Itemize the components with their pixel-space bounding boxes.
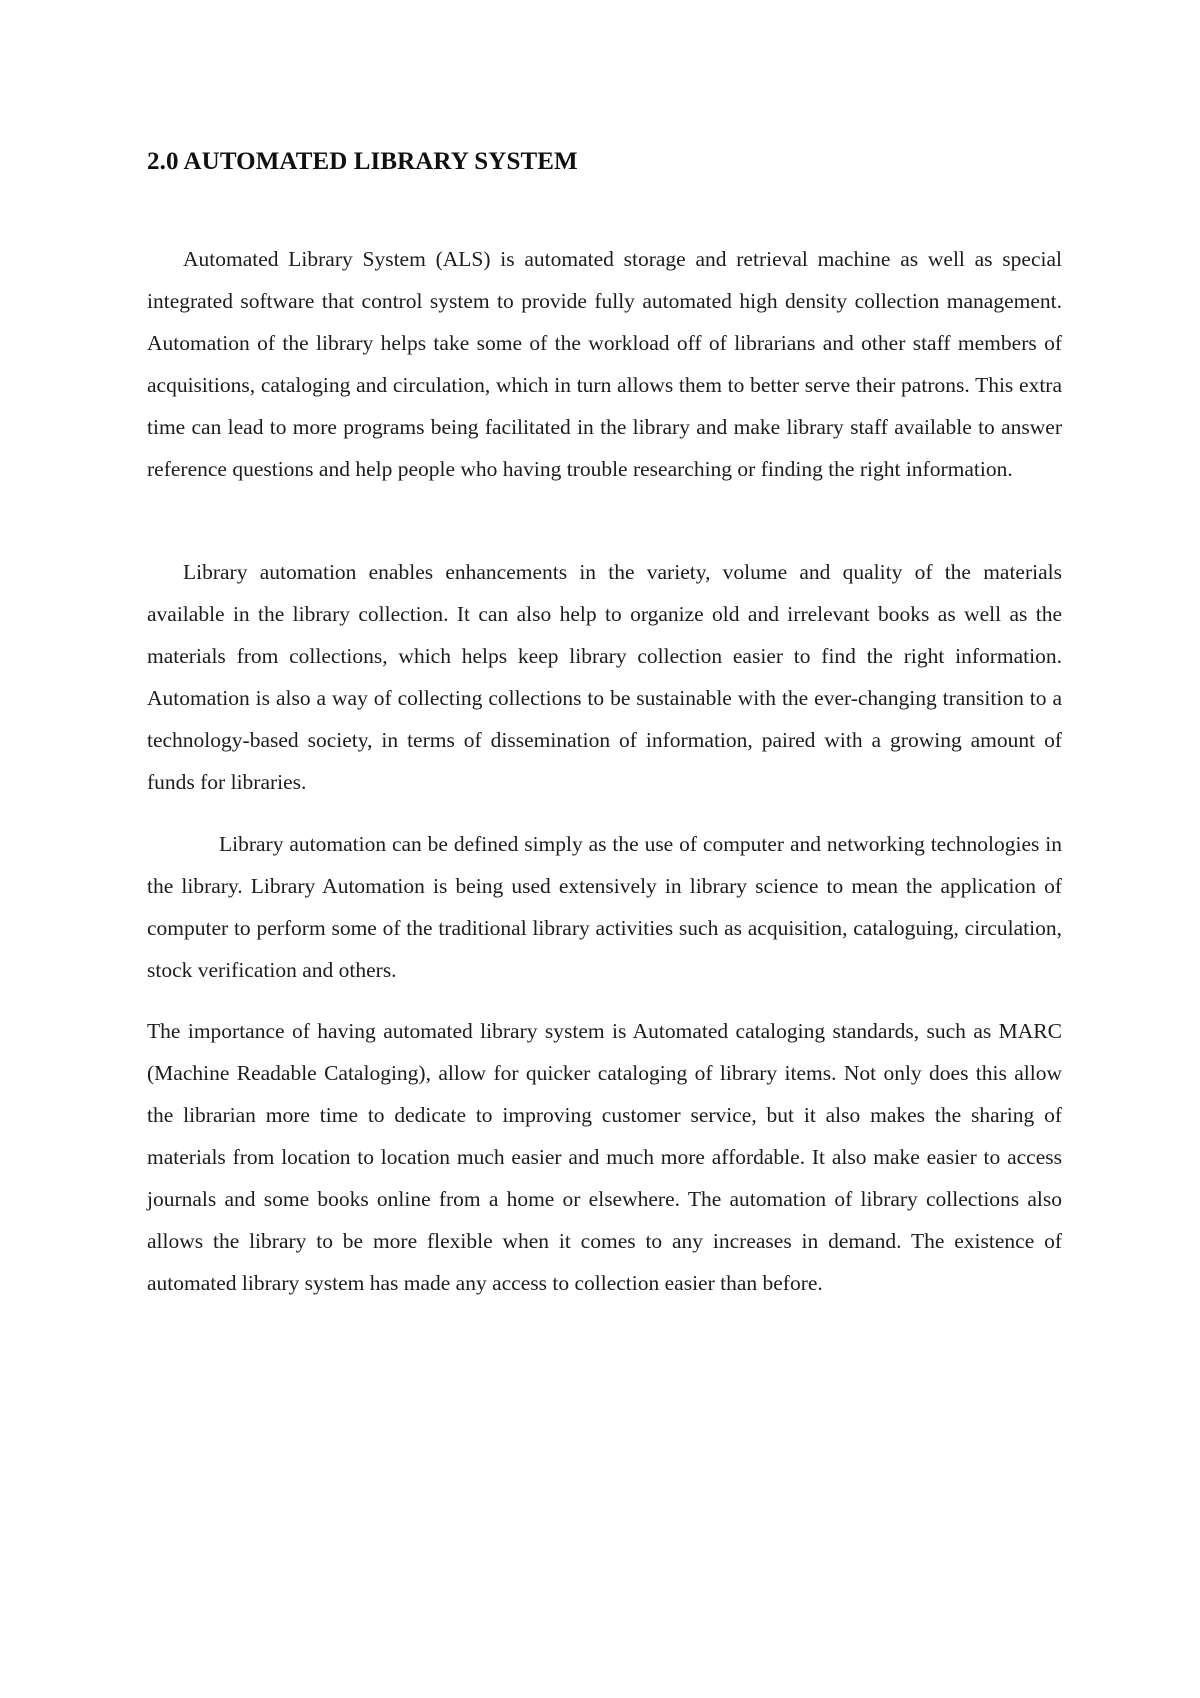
section-title: 2.0 AUTOMATED LIBRARY SYSTEM (147, 148, 578, 175)
paragraph-importance: The importance of having automated library system is Automated cataloging standards, such as MARC (Machine Readable Cataloging), allow for quicker cataloging of library items. Not only does this allow the librarian more time to dedicate to improving customer service, but it also makes the sharing of materials from location to location much easier and much more affordable. It also make easier to access journals and some books online from a home or elsewhere. The automation of library collections also allows the library to be more flexible when it comes to any increases in demand. The existence of automated library system has made any access to collection easier than before. (147, 1019, 1062, 1295)
paragraph-automation-definition: Library automation can be defined simply as the use of computer and networking technologies in the library. Library Automation is being used extensively in library science to mean the application of computer to perform some of the traditional library activities such as acquisition, cataloguing, circulation, stock verification and others. (147, 832, 1062, 982)
paragraph-als-definition: Automated Library System (ALS) is automated storage and retrieval machine as well as special integrated software that control system to provide fully automated high density collection management. Automation of the library helps take some of the workload off of librarians and other staff members of acquisitions, cataloging and circulation, which in turn allows them to better serve their patrons. This extra time can lead to more programs being facilitated in the library and make library staff available to answer reference questions and help people who having trouble researching or finding the right information. (147, 247, 1062, 481)
paragraph-automation-enhancements: Library automation enables enhancements in the variety, volume and quality of the materials available in the library collection. It can also help to organize old and irrelevant books as well as the materials from collections, which helps keep library collection easier to find the right information. Automation is also a way of collecting collections to be sustainable with the ever-changing transition to a technology-based society, in terms of dissemination of information, paired with a growing amount of funds for libraries. (147, 560, 1062, 794)
